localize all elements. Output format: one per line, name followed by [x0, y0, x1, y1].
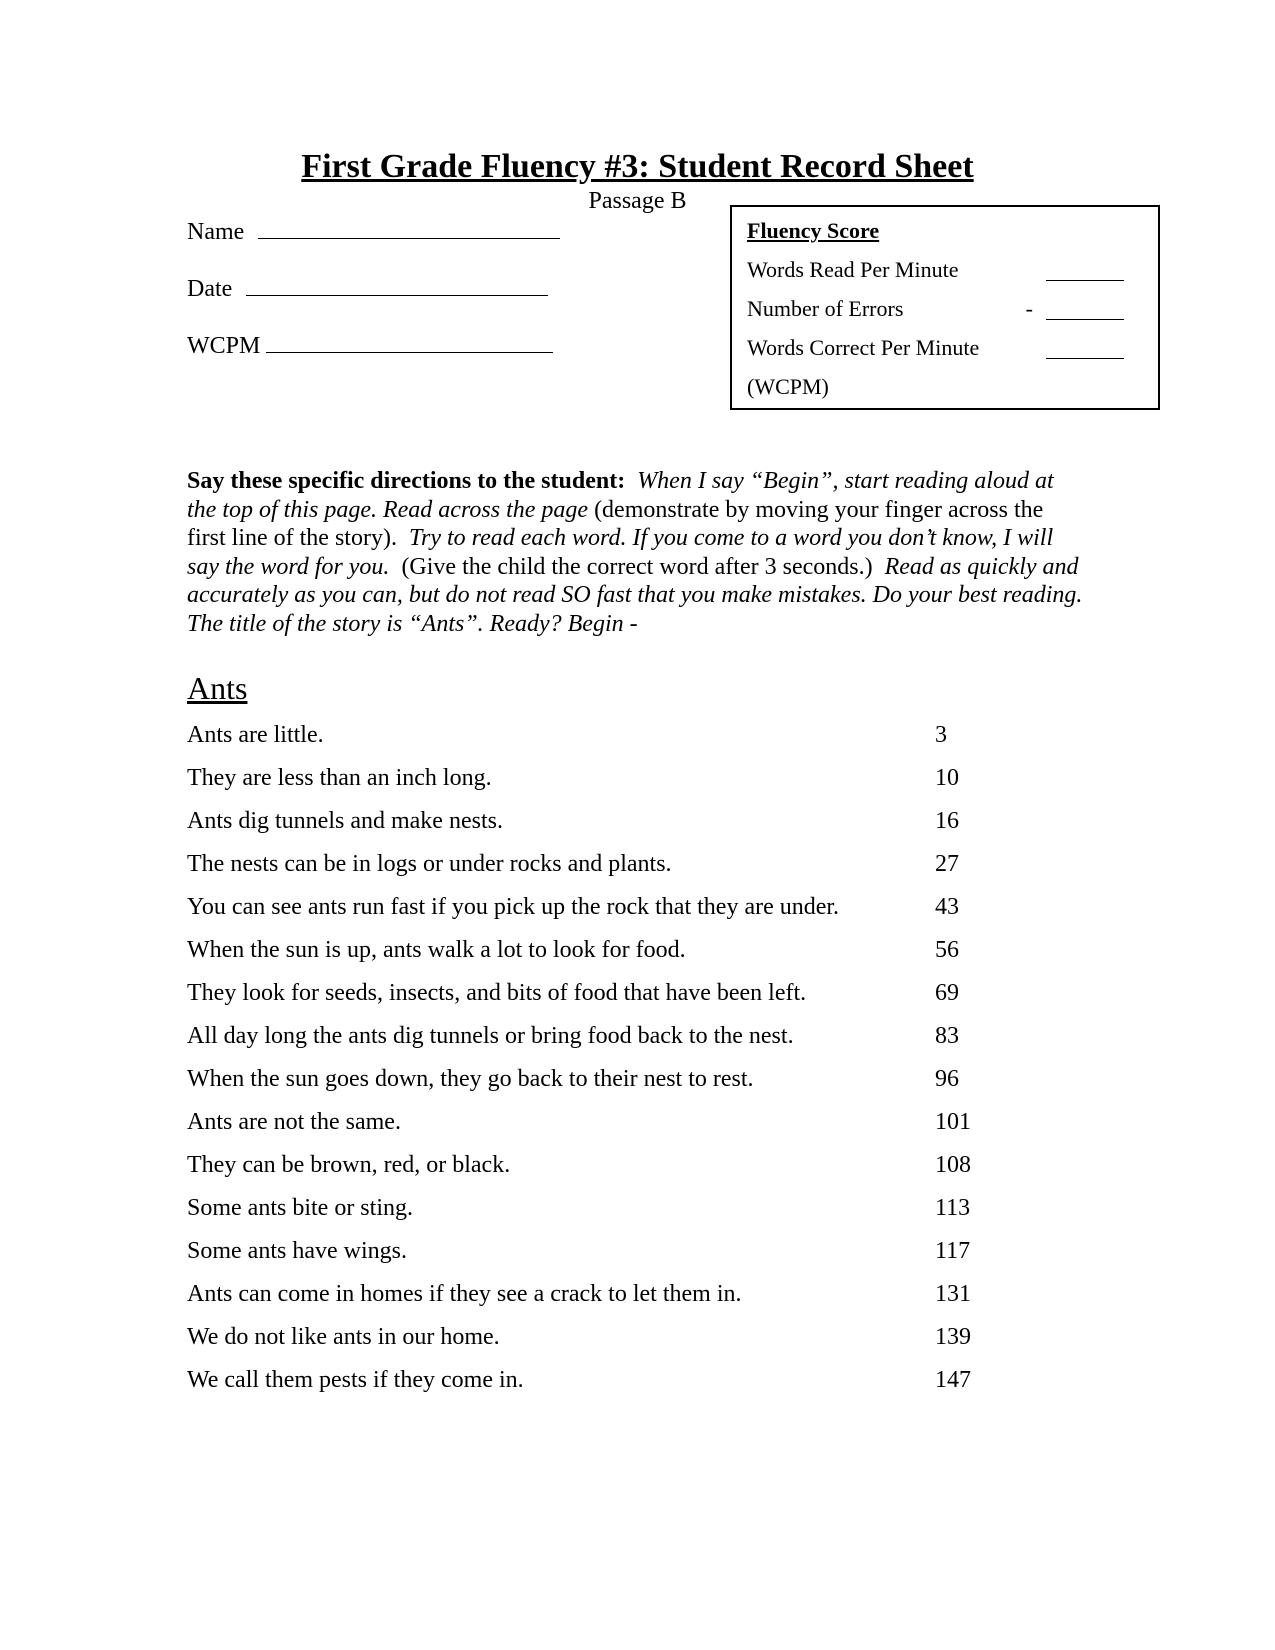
word-count: 108 [935, 1152, 971, 1178]
words-correct-blank-line [1046, 357, 1124, 359]
directions-part-2: (demonstrate by moving your finger across the first line of the story). [187, 496, 1044, 552]
wcpm-label: WCPM [187, 333, 261, 359]
date-blank-line [246, 273, 548, 296]
story-line-text: Ants can come in homes if they see a crack to let them in. [187, 1281, 742, 1307]
story-line-text: You can see ants run fast if you pick up the rock that they are under. [187, 894, 840, 920]
word-count: 10 [935, 765, 959, 791]
word-count: 131 [935, 1281, 971, 1307]
story-line-text: When the sun goes down, they go back to their nest to rest. [187, 1066, 754, 1092]
directions-part-3: Try to read each word. If you come to a word you don’t know, I will say the word for you. [187, 525, 1054, 580]
fluency-score-box [730, 205, 1160, 410]
name-field [187, 216, 560, 247]
word-count: 113 [935, 1195, 971, 1221]
fluency-score-title: Fluency Score [747, 218, 880, 243]
story-line-text: Ants are not the same. [187, 1109, 401, 1135]
date-field [187, 273, 548, 304]
errors-blank-line [1046, 318, 1124, 320]
story-line [187, 1193, 1017, 1236]
story-line [187, 935, 1017, 978]
date-label: Date [187, 276, 233, 302]
story-line-text: We call them pests if they come in. [187, 1367, 524, 1393]
word-count: 43 [935, 894, 959, 920]
story-line [187, 1365, 1017, 1408]
story-line-text: They look for seeds, insects, and bits of food that have been left. [187, 980, 807, 1006]
story-line-text: Some ants bite or sting. [187, 1195, 413, 1221]
story-line-text: They can be brown, red, or black. [187, 1152, 511, 1178]
words-correct-label: Words Correct Per Minute [747, 335, 980, 360]
errors-label: Number of Errors [747, 296, 904, 321]
wcpm-blank-line [266, 330, 553, 353]
word-count: 147 [935, 1367, 971, 1393]
story-line [187, 1107, 1017, 1150]
story-line [187, 806, 1017, 849]
word-count: 96 [935, 1066, 959, 1092]
name-label: Name [187, 219, 245, 245]
word-count: 83 [935, 1023, 959, 1049]
word-count: 56 [935, 937, 959, 963]
wcpm-abbrev: (WCPM) [747, 374, 829, 399]
story-lines [187, 720, 1017, 1408]
word-count: 27 [935, 851, 959, 877]
story-line-text: When the sun is up, ants walk a lot to look for food. [187, 937, 686, 963]
directions-part-5: Read as quickly and accurately as you can, but do not read SO fast that you make mistakes. Do your best reading. The title of the story is “Ants”. Ready? Begin - [187, 553, 1083, 637]
word-count: 16 [935, 808, 959, 834]
story-line-text: Some ants have wings. [187, 1238, 407, 1264]
directions-part-4: (Give the child the correct word after 3 seconds.) [401, 553, 873, 580]
story-line [187, 720, 1017, 763]
story-line [187, 1150, 1017, 1193]
page-title: First Grade Fluency #3: Student Record Sheet [301, 148, 974, 185]
story-line [187, 1064, 1017, 1107]
directions-part-1: When I say “Begin”, start reading aloud at the top of this page. Read across the page [187, 468, 1054, 523]
story-line [187, 849, 1017, 892]
directions-paragraph [187, 467, 1087, 639]
story-line [187, 1279, 1017, 1322]
story-title: Ants [187, 670, 248, 706]
wcpm-field [187, 330, 553, 361]
story-line-text: We do not like ants in our home. [187, 1324, 500, 1350]
story-line [187, 978, 1017, 1021]
word-count: 117 [935, 1238, 971, 1264]
name-blank-line [258, 216, 560, 239]
story-line [187, 1236, 1017, 1279]
story-line [187, 892, 1017, 935]
word-count: 3 [935, 722, 947, 748]
story-line-text: Ants are little. [187, 722, 324, 748]
story-line-text: They are less than an inch long. [187, 765, 492, 791]
story-line [187, 1322, 1017, 1365]
word-count: 139 [935, 1324, 971, 1350]
story-line-text: Ants dig tunnels and make nests. [187, 808, 503, 834]
word-count: 69 [935, 980, 959, 1006]
words-read-label: Words Read Per Minute [747, 257, 959, 282]
story-line [187, 1021, 1017, 1064]
words-read-blank-line [1046, 279, 1124, 281]
story-line-text: The nests can be in logs or under rocks and plants. [187, 851, 672, 877]
passage-label: Passage B [588, 188, 687, 214]
minus-sign: - [1025, 296, 1033, 321]
story-line [187, 763, 1017, 806]
story-line-text: All day long the ants dig tunnels or bring food back to the nest. [187, 1023, 794, 1049]
word-count: 101 [935, 1109, 971, 1135]
directions-lead: Say these specific directions to the student: [187, 468, 626, 494]
